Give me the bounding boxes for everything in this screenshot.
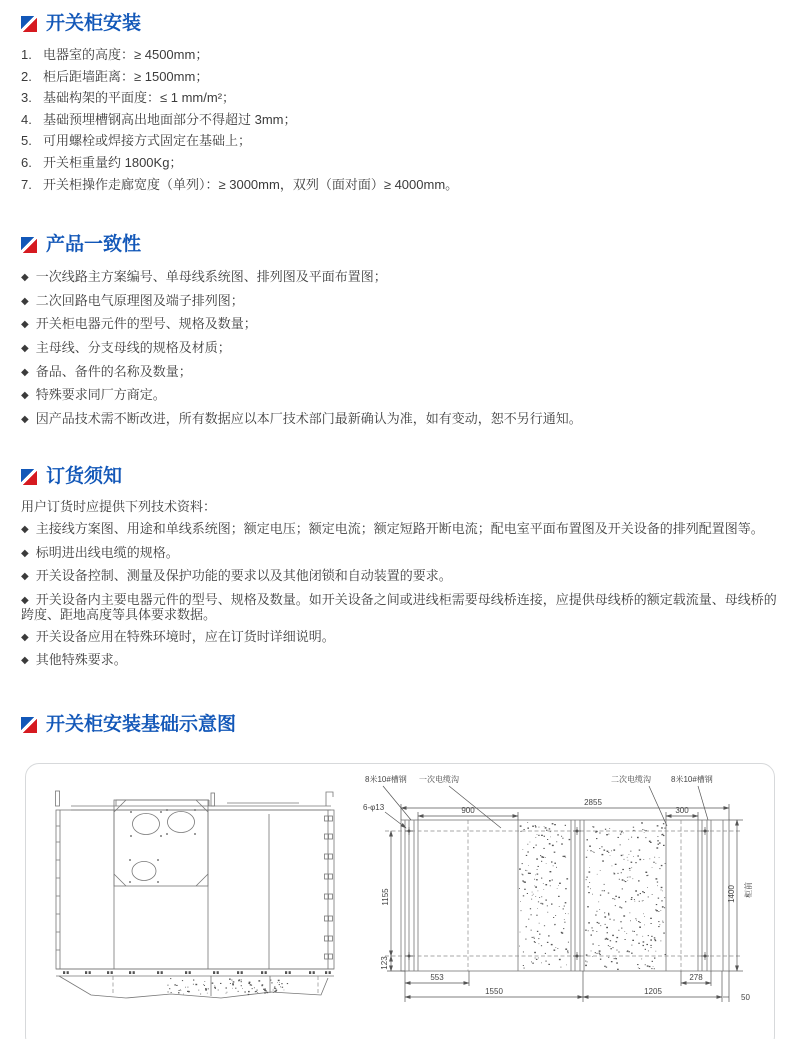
label-cabinet-front: 柜前 <box>744 882 753 899</box>
ordering-intro: 用户订货时应提供下列技术资料： <box>21 499 217 515</box>
list-item: ◆ 标明进出线电缆的规格。 <box>21 544 179 560</box>
dim-1550: 1550 <box>485 987 503 997</box>
section-marker-icon <box>21 717 37 733</box>
list-item: 2. 柜后距墙距离：≥ 1500mm； <box>21 68 209 84</box>
diamond-bullet-icon: ◆ <box>21 655 29 667</box>
diamond-bullet-icon: ◆ <box>21 547 29 559</box>
dim-278: 278 <box>689 973 703 983</box>
list-item: ◆ 开关设备内主要电器元件的型号、规格及数量。如开关设备之间或进线柜需要母线桥连接，应提供母线桥的额定载流量、母线桥的跨度、距地高度等具体要求数据。 <box>21 591 777 623</box>
diamond-bullet-icon: ◆ <box>21 319 29 331</box>
list-item: ◆ 因产品技术需不断改进，所有数据应以本厂技术部门最新确认为准，如有变动，恕不另行通知。 <box>21 410 582 426</box>
section-title: 开关柜安装 <box>46 13 142 34</box>
list-item: ◆ 主母线、分支母线的规格及材质； <box>21 339 231 355</box>
section-title: 开关柜安装基础示意图 <box>46 714 237 736</box>
section-title: 产品一致性 <box>46 234 142 256</box>
label-channel-steel-right: 8米10#槽钢 <box>671 775 713 785</box>
list-item: 7. 开关柜操作走廊宽度（单列）：≥ 3000mm，双列（面对面）≥ 4000mm。 <box>21 176 459 192</box>
label-channel-steel-left: 8米10#槽钢 <box>365 775 407 785</box>
list-item: ◆ 特殊要求同厂方商定。 <box>21 387 166 403</box>
diamond-bullet-icon: ◆ <box>21 342 29 354</box>
list-item: ◆ 开关设备应用在特殊环境时，应在订货时详细说明。 <box>21 628 335 644</box>
section-marker-icon <box>21 16 37 32</box>
mounting-hole-symbols <box>405 827 709 960</box>
dim-total-width: 2855 <box>584 798 602 808</box>
dim-1400: 1400 <box>727 885 736 903</box>
list-item: ◆ 备品、备件的名称及数量； <box>21 363 192 379</box>
diamond-bullet-icon: ◆ <box>21 413 29 425</box>
list-item: 1. 电器室的高度：≥ 4500mm； <box>21 47 209 62</box>
section-title: 订货须知 <box>46 466 123 488</box>
label-primary-cable-trench: 一次电缆沟 <box>419 775 459 785</box>
dim-900: 900 <box>461 806 475 816</box>
consistency-list <box>21 270 779 427</box>
list-item: ◆ 开关柜电器元件的型号、规格及数量； <box>21 316 257 332</box>
diamond-bullet-icon: ◆ <box>21 390 29 402</box>
list-item: 5. 可用螺栓或焊接方式固定在基础上； <box>21 133 252 149</box>
dim-1155: 1155 <box>381 888 390 906</box>
list-item: ◆ 其他特殊要求。 <box>21 652 127 668</box>
foundation-diagram-panel <box>25 763 775 1039</box>
diamond-bullet-icon: ◆ <box>21 631 29 643</box>
list-item: 6. 开关柜重量约 1800Kg； <box>21 154 183 170</box>
list-item: ◆ 主接线方案图、用途和单线系统图；额定电压；额定电流；额定短路开断电流；配电室平面布置图及开关设备的排列配置图等。 <box>21 520 764 536</box>
cabinet-top-view-drawing <box>31 764 366 1039</box>
list-item: ◆ 二次回路电气原理图及端子排列图； <box>21 292 244 308</box>
foundation-plan-drawing <box>361 764 781 1039</box>
dim-123: 123 <box>380 956 389 970</box>
section-heading-ordering <box>21 466 779 488</box>
diamond-bullet-icon: ◆ <box>21 366 29 378</box>
dim-50: 50 <box>741 993 750 1003</box>
section-heading-consistency <box>21 234 779 256</box>
section-marker-icon <box>21 469 37 485</box>
dim-1205: 1205 <box>644 987 662 997</box>
diamond-bullet-icon: ◆ <box>21 272 29 284</box>
installation-requirements-list <box>21 48 779 191</box>
list-item: ◆ 开关设备控制、测量及保护功能的要求以及其他闭锁和自动装置的要求。 <box>21 568 452 584</box>
diamond-bullet-icon: ◆ <box>21 523 29 535</box>
ordering-list <box>21 522 779 669</box>
label-secondary-cable-trench: 二次电缆沟 <box>611 775 651 785</box>
dim-300: 300 <box>675 806 689 816</box>
section-heading-foundation-diagram <box>21 714 779 736</box>
diamond-bullet-icon: ◆ <box>21 295 29 307</box>
diamond-bullet-icon: ◆ <box>21 571 29 583</box>
diamond-bullet-icon: ◆ <box>21 594 29 606</box>
section-heading-installation <box>21 13 779 35</box>
list-item: 3. 基础构架的平面度：≤ 1 mm/m²； <box>21 90 236 106</box>
dim-553: 553 <box>430 973 444 983</box>
section-marker-icon <box>21 237 37 253</box>
label-mounting-holes: 6-φ13 <box>363 803 385 813</box>
list-item: 4. 基础预埋槽钢高出地面部分不得超过 3mm； <box>21 111 297 127</box>
list-item: ◆ 一次线路主方案编号、单母线系统图、排列图及平面布置图； <box>21 269 387 285</box>
